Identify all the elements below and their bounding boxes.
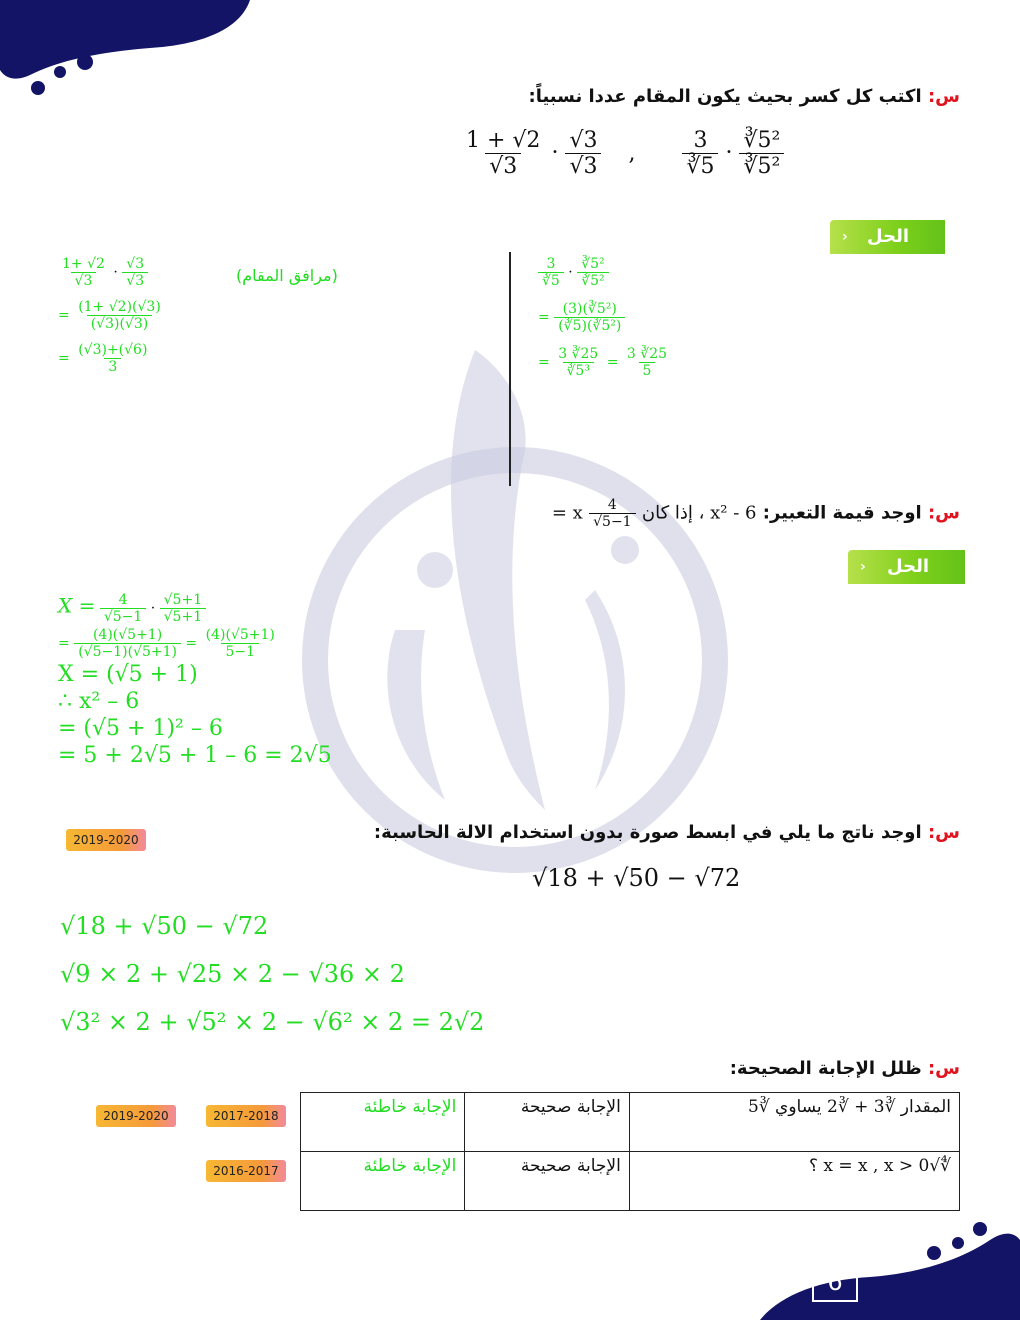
year-badge: 2019-2020 xyxy=(66,829,146,851)
chevron-left-icon: ‹ xyxy=(842,229,848,245)
page-number: 6 xyxy=(812,1262,858,1302)
statement-cell: المقدار ∛3 + ∛2 يساوي ∛5 xyxy=(629,1093,959,1152)
solution-tab-1[interactable] xyxy=(830,220,945,254)
question-3-expression: √18 + √50 − √72 xyxy=(532,864,741,892)
q1-separator: , xyxy=(628,140,636,166)
table-row xyxy=(301,1093,960,1152)
question-1-expression: $\frac{1 + √2}{√3}$ · $\frac{√3}{√3}$ , $\frac{3}{∛5}$ · $\frac{\text{∛5²}}{\text{∛5²}}$ xyxy=(462,128,784,179)
year-badge: 2017-2018 xyxy=(206,1105,286,1127)
question-3-label: س: xyxy=(927,822,960,843)
solution-1-right: $\frac{3}{∛5}$ · $\frac{\text{∛5²}}{\text{∛5²}}$ = $\frac{\text{(3)(∛5²)}}{\text{(∛5)(∛5²)}}$ = $\frac{3 ∛25}{\text{∛5³}}$ = $\frac{3 ∛25}{5}$ xyxy=(538,256,668,379)
correct-option[interactable]: الإجابة صحيحة xyxy=(465,1152,629,1211)
solution-2: X = $\frac{4}{√5-1}$ · $\frac{√5+1}{√5+1}$ = $\frac{(4)(√5+1)}{(√5-1)(√5+1)}$ = $\frac{(4)(√5+1)}{5-1}$ X = (√5 + 1) ∴ x² – 6 = (√5 + 1)² – 6 = 5 + 2√5 + 1 – 6 = 2√5 xyxy=(58,592,332,768)
table-row xyxy=(301,1152,960,1211)
solution-tab-label: الحل xyxy=(867,226,909,247)
question-2-x-eq: x = xyxy=(551,502,583,524)
solution-divider xyxy=(509,252,511,486)
correct-option[interactable]: الإجابة صحيحة xyxy=(465,1093,629,1152)
watermark-calligraphy xyxy=(295,330,745,890)
q1-right-multiplier: $\frac{\text{∛5²}}{\text{∛5²}}$ xyxy=(739,128,784,179)
corner-blob-top xyxy=(0,0,260,110)
question-2-text: اوجد قيمة التعبير: xyxy=(762,502,922,524)
question-3-text: اوجد ناتج ما يلي في ابسط صورة بدون استخدام الالة الحاسبة: xyxy=(373,822,922,843)
question-1-text: اكتب كل كسر بحيث يكون المقام عددا نسبياً: xyxy=(528,86,922,107)
solution-tab-2[interactable] xyxy=(848,550,965,584)
question-3 xyxy=(374,822,960,843)
question-4-label: س: xyxy=(927,1058,960,1079)
wrong-option[interactable]: الإجابة خاطئة xyxy=(301,1152,465,1211)
solution-1-left: $\frac{1+ √2}{√3}$ · $\frac{√3}{√3}$ = $\frac{(1+ √2)(√3)}{(√3)(√3)}$ = $\frac{(√3)+(√6)}{3}$ xyxy=(58,256,161,375)
solution-3-line-1: √18 + √50 − √72 xyxy=(60,912,269,940)
question-2-expression: x² - 6 ، إذا كان xyxy=(641,502,757,524)
question-2 xyxy=(552,497,960,530)
solution-2-line-5: = (√5 + 1)² – 6 xyxy=(58,716,223,741)
corner-blob-bottom xyxy=(760,1215,1020,1320)
question-1-label: س: xyxy=(927,86,960,107)
year-badge: 2016-2017 xyxy=(206,1160,286,1182)
year-badge: 2019-2020 xyxy=(96,1105,176,1127)
wrong-option[interactable]: الإجابة خاطئة xyxy=(301,1093,465,1152)
question-4 xyxy=(730,1058,960,1079)
solution-3-line-2: √9 × 2 + √25 × 2 − √36 × 2 xyxy=(60,960,405,988)
q1-left-multiplier: $\frac{√3}{√3}$ xyxy=(565,128,601,179)
solution-tab-label: الحل xyxy=(887,556,929,577)
question-2-x-fraction: $\frac{4}{√5-1}$ xyxy=(589,497,635,530)
solution-2-line-3: X = (√5 + 1) xyxy=(58,662,198,687)
q1-right-fraction: $\frac{3}{∛5}$ xyxy=(682,128,718,179)
statement-cell: ∜√x = x , x > 0 ؟ xyxy=(629,1152,959,1211)
solution-2-line-4: ∴ x² – 6 xyxy=(58,689,140,714)
question-4-text: ظلل الإجابة الصحيحة: xyxy=(729,1058,922,1079)
answer-table xyxy=(300,1092,960,1211)
chevron-left-icon: ‹ xyxy=(860,559,866,575)
conjugate-note: (مرافق المقام) xyxy=(236,266,338,285)
solution-3-line-3: √3² × 2 + √5² × 2 − √6² × 2 = 2√2 xyxy=(60,1008,485,1036)
q1-left-fraction: $\frac{1 + √2}{√3}$ xyxy=(466,128,541,179)
question-2-label: س: xyxy=(927,502,960,524)
solution-2-line-6: = 5 + 2√5 + 1 – 6 = 2√5 xyxy=(58,743,332,768)
question-1 xyxy=(529,86,961,107)
